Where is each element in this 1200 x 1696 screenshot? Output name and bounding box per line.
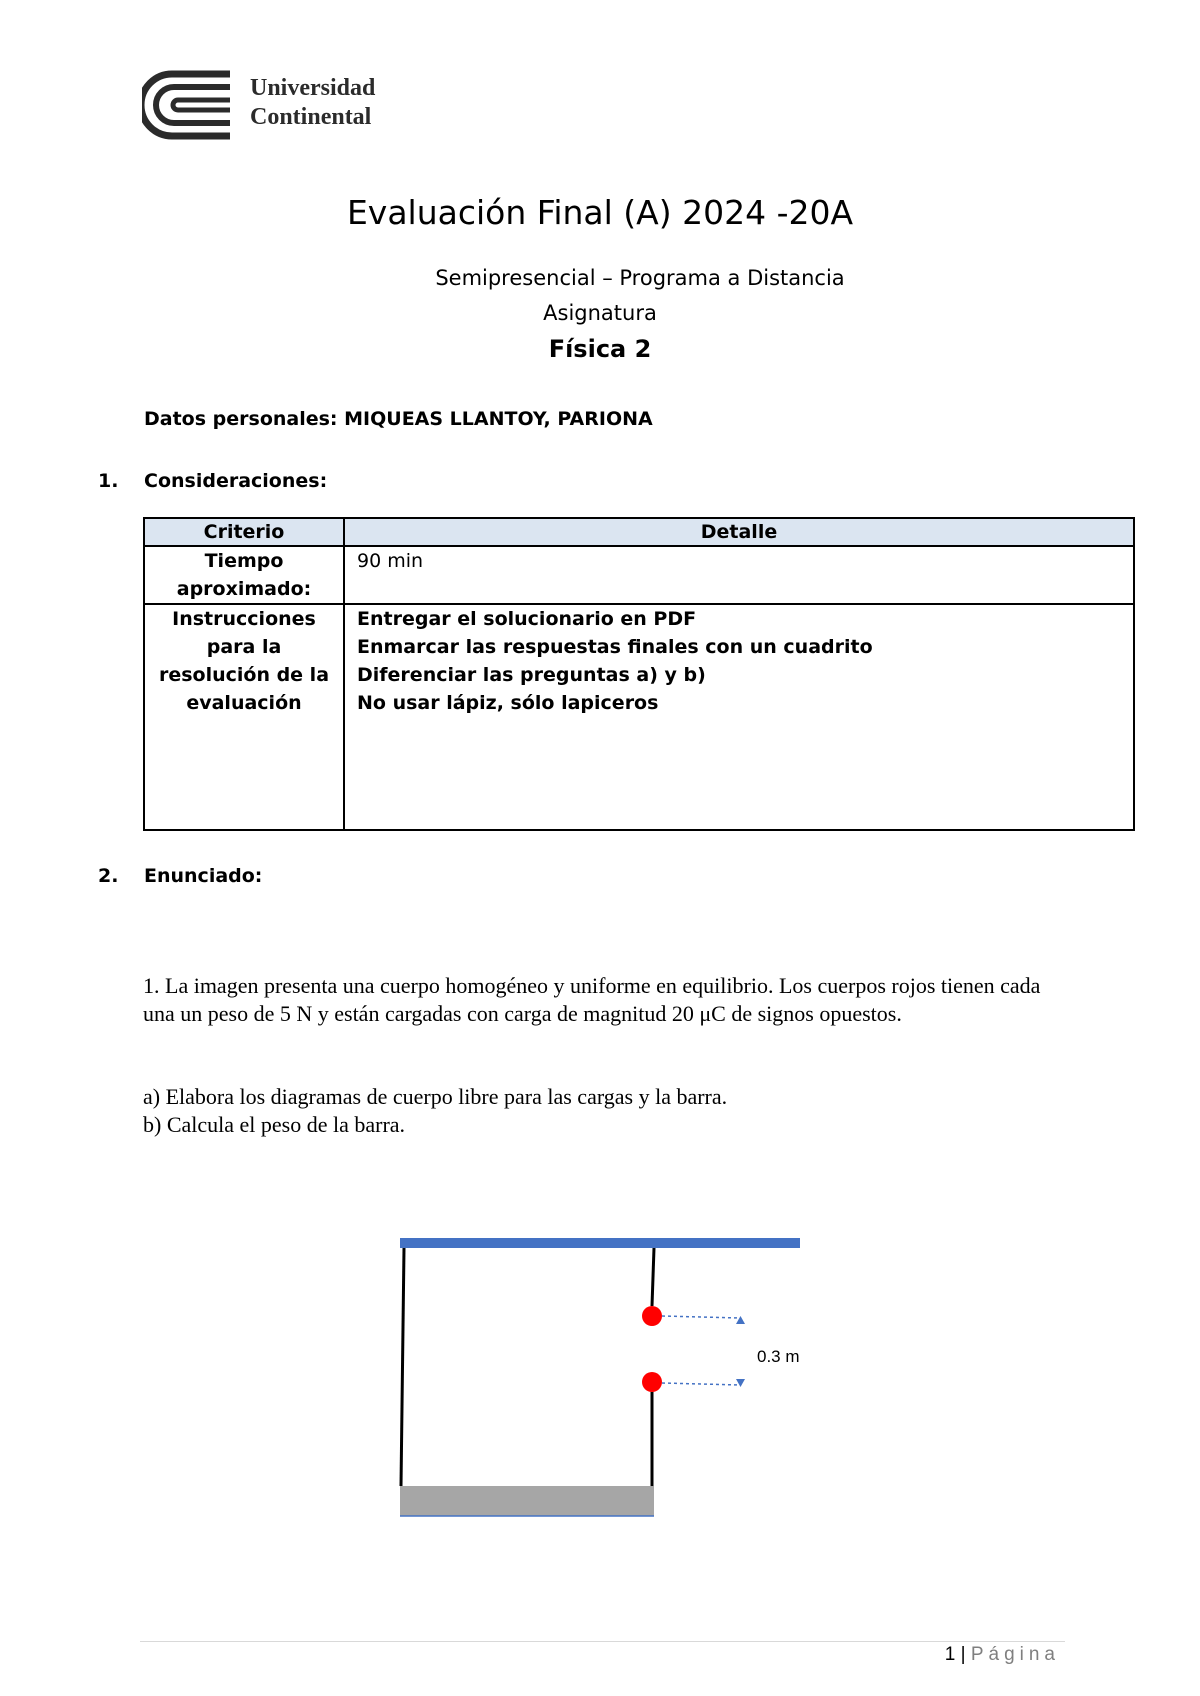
instruction-item: Entregar el solucionario en PDF	[357, 608, 697, 630]
logo-line-2: Continental	[250, 104, 372, 130]
section-title: Consideraciones:	[144, 470, 328, 492]
time-value: 90 min	[344, 546, 1134, 604]
physics-figure	[390, 1238, 810, 1538]
arrow-up-icon	[736, 1316, 745, 1324]
footer-separator: |	[960, 1644, 966, 1665]
criterion-label: aproximado:	[176, 578, 312, 600]
criterion-instructions	[144, 604, 344, 830]
section-title: Enunciado:	[144, 865, 263, 887]
section-considerations-heading	[98, 470, 327, 492]
homogeneous-bar	[400, 1486, 654, 1516]
section-number: 1.	[98, 470, 119, 492]
criteria-table	[143, 517, 1135, 831]
left-string	[401, 1248, 404, 1486]
arrow-down-icon	[736, 1379, 745, 1387]
page-footer	[945, 1644, 1060, 1666]
problem-part-a: a) Elabora los diagramas de cuerpo libre para las cargas y la barra.	[143, 1084, 728, 1109]
logo-line-1: Universidad	[250, 75, 376, 101]
criterion-time	[144, 546, 344, 604]
page-number: 1	[944, 1644, 956, 1665]
ceiling-bar	[400, 1238, 800, 1248]
criterion-label: evaluación	[186, 692, 302, 714]
upper-string	[652, 1248, 654, 1306]
section-statement-heading	[98, 865, 262, 887]
document-title: Evaluación Final (A) 2024 -20A	[346, 193, 854, 232]
criterion-label: Instrucciones	[172, 608, 316, 630]
instruction-item: Diferenciar las preguntas a) y b)	[357, 664, 706, 686]
problem-statement: 1. La imagen presenta una cuerpo homogéneo y uniforme en equilibrio. Los cuerpos rojos tienen cada una un peso de 5 N y están cargadas con carga de magnitud 20 μC de signos opuestos.	[143, 973, 1041, 1026]
instruction-item: No usar lápiz, sólo lapiceros	[357, 692, 659, 714]
table-row	[144, 546, 1134, 604]
page-word: Página	[970, 1644, 1060, 1665]
criterion-label: para la	[206, 636, 282, 658]
distance-label: 0.3 m	[757, 1347, 800, 1366]
subject-label: Asignatura	[543, 301, 657, 325]
footer-divider	[140, 1641, 1065, 1642]
header-detalle: Detalle	[344, 518, 1134, 546]
distance-lower-guide	[662, 1383, 740, 1385]
table-header-row	[144, 518, 1134, 546]
modality-subtitle: Semipresencial – Programa a Distancia	[435, 266, 845, 290]
university-name	[250, 74, 375, 132]
instructions-list	[344, 604, 1134, 830]
criterion-label: resolución de la	[158, 664, 330, 686]
section-number: 2.	[98, 865, 119, 887]
subject-name: Física 2	[548, 335, 652, 363]
problem-part-b: b) Calcula el peso de la barra.	[143, 1112, 406, 1137]
table-row	[144, 604, 1134, 830]
header-criterio: Criterio	[144, 518, 344, 546]
upper-charge	[642, 1306, 662, 1326]
criterion-label: Tiempo	[204, 550, 284, 572]
lower-charge	[642, 1372, 662, 1392]
distance-upper-guide	[662, 1316, 740, 1318]
instruction-item: Enmarcar las respuestas finales con un cuadrito	[357, 636, 873, 658]
personal-data: Datos personales: MIQUEAS LLANTOY, PARIONA	[144, 408, 653, 430]
university-logo-icon	[142, 70, 242, 140]
